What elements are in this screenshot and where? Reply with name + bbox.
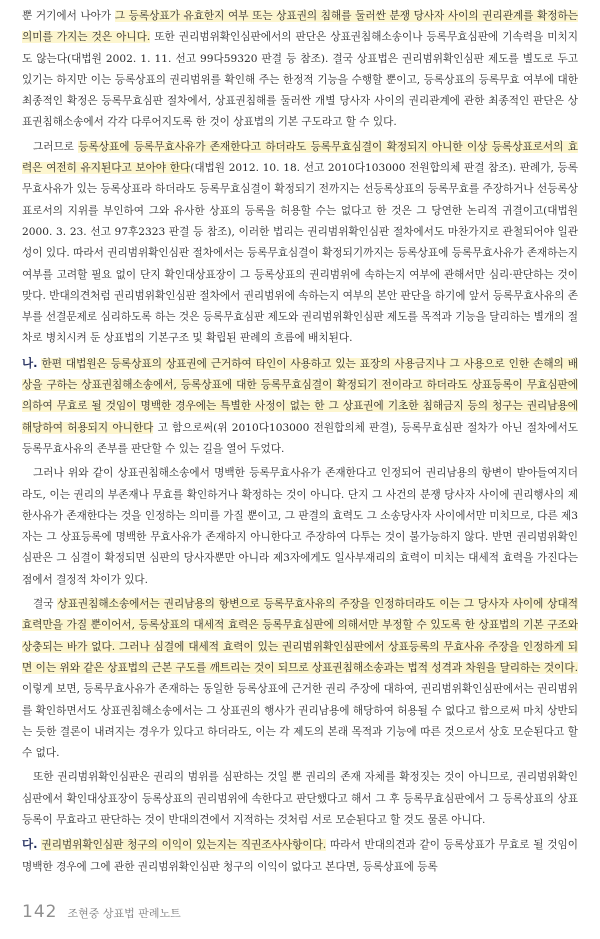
page-number: 142 — [22, 902, 58, 922]
highlighted-text: 그 등록상표가 유효한지 여부 또는 상표권의 침해를 둘러싼 분쟁 당사자 사이의 권리관계를 확정하는 의미를 가지는 것은 아니다. — [22, 10, 578, 44]
body-text: 결국 — [33, 598, 58, 611]
document-body — [22, 6, 578, 881]
body-text: 또한 권리범위확인심판에서의 판단은 상표권침해소송이나 등록무효심판에 기속력을 미치지도 않는다(대법원 2002. 1. 11. 선고 99다59320 판결 등 참조). 결국 상표법은 권리범위확인심판 제도를 별도로 두고 있기는 하지만 이는 등록상표의 권리범위를 확인해 주는 한정적 기능을 수행할 뿐이고, 등록상표의 등록무효 여부에 대한 최종적인 확정은 등록무효심판 절차에서, 상표권침해를 둘러싼 개별 당사자 사이의 권리관계에 관한 최종적인 판단은 상표권침해소송에서 각각 다루어지도록 한 것이 상표법의 기본 구도라고 할 수 있다. — [22, 31, 578, 129]
body-text: 그러므로 — [33, 140, 79, 153]
body-text: 뿐 거기에서 나아가 — [22, 10, 115, 22]
paragraph-3 — [22, 353, 578, 460]
paragraph-7 — [22, 834, 578, 878]
highlighted-text: 한편 대법원은 등록상표의 상표권에 근거하여 타인이 사용하고 있는 표장의 사용금지나 그 사용으로 인한 손해의 배상을 구하는 상표권침해소송에서, 등록상표에 대한 등록무효심결이 확정되기 전이라고 하더라도 상표등록이 무효심판에 의하여 무효로 될 것임이 명백한 경우에는 특별한 사정이 없는 한 그 상표권에 기초한 침해금지 등의 청구는 권리남용에 해당하여 허용되지 아니한다 — [22, 357, 578, 434]
body-text: (대법원 2012. 10. 18. 선고 2010다103000 전원합의체 판결 참조). 판례가, 등록무효사유가 있는 등록상표라 하더라도 등록무효심결이 확정되기 전까지는 선등록상표의 등록무효를 주장하거나 선등록상표로서의 지위를 부인하여 그와 유사한 상표의 등록을 허용할 수는 없다고 한 것은 그 당연한 논리적 귀결이고(대법원 2000. 3. 23. 선고 97후2323 판결 등 참조), 이러한 법리는 권리범위확인심판 절차에서도 마찬가지로 관철되어야 일관성이 있다. 따라서 권리범위확인심판 절차에서는 등록무효심결이 확정되기까지는 등록상표에 등록무효사유가 존재하는지 여부를 고려할 필요 없이 단지 확인대상표장이 그 등록상표의 권리범위에 속하는지 여부에 관해서만 심리·판단하는 것이 맞다. 반대의견처럼 권리범위확인심판 절차에서 권리범위에 속하는지 여부의 본안 판단을 하기에 앞서 등록무효사유의 존부를 선결문제로 심리하도록 하는 것은 등록무효심판 제도와 권리범위확인심판 제도를 목적과 기능을 달리하는 별개의 절차로 병치시켜 둔 상표법의 기본구조 및 확립된 판례의 흐름에 배치된다. — [22, 162, 578, 345]
page-footer — [22, 902, 181, 922]
section-marker: 나. — [22, 355, 38, 370]
paragraph-1 — [22, 6, 578, 134]
paragraph-4 — [22, 463, 578, 591]
body-text: 고 함으로써(위 2010다103000 전원합의체 판결), 등록무효심판 절차가 아닌 절차에서도 등록무효사유의 존부를 판단할 수 있는 길을 열어 두었다. — [22, 421, 578, 455]
paragraph-6 — [22, 767, 578, 831]
body-text: 또한 권리범위확인심판은 권리의 범위를 심판하는 것일 뿐 권리의 존재 자체를 확정짓는 것이 아니므로, 권리범위확인심판에서 확인대상표장이 등록상표의 권리범위에 속한다고 판단했다고 해서 그 후 등록무효심판에서 그 등록상표의 상표등록이 무효라고 판단하는 것이 반대의견에서 지적하는 것처럼 서로 모순된다고 할 것도 물론 아니다. — [22, 771, 578, 826]
body-text: 이렇게 보면, 등록무효사유가 존재하는 동일한 등록상표에 근거한 권리 주장에 대하여, 권리범위확인심판에서는 권리범위를 확인하면서도 상표권침해소송에서는 그 상표권의 행사가 권리남용에 해당하여 허용될 수 없다고 함으로써 마치 상반되는 듯한 결론이 내려지는 경우가 있다고 하더라도, 이는 각 제도의 본래 목적과 기능에 따른 것으로서 상호 모순된다고 할 수 없다. — [22, 683, 578, 760]
book-title: 조현중 상표법 판례노트 — [67, 907, 181, 920]
highlighted-text: 권리범위확인심판 청구의 이익이 있는지는 직권조사사항이다. — [41, 839, 327, 852]
paragraph-5 — [22, 594, 578, 764]
section-marker: 다. — [22, 837, 38, 852]
highlighted-text: 상표권침해소송에서는 권리남용의 항변으로 등록무효사유의 주장을 인정하더라도 이는 그 당사자 사이에 상대적 효력만을 가질 뿐이어서, 등록상표의 대세적 효력은 등록무효심판에 의해서만 부정할 수 있도록 한 상표법의 기본 구조와 상충되는 바가 없다. 그러나 심결에 대세적 효력이 있는 권리범위확인심판에서 상표등록의 무효사유 주장을 인정하게 되면 이는 위와 같은 상표법의 근본 구도를 깨트리는 것이 되므로 상표권침해소송과는 법적 성격과 차원을 달리하는 것이다. — [22, 598, 578, 674]
body-text: 그러나 위와 같이 상표권침해소송에서 명백한 등록무효사유가 존재한다고 인정되어 권리남용의 항변이 받아들여지더라도, 이는 권리의 부존재나 무효를 확인하거나 확정하는 것이 아니다. 단지 그 사건의 분쟁 당사자 사이에 권리행사의 제한사유가 존재한다는 것을 인정하는 의미를 가질 뿐이고, 그 판결의 효력도 그 소송당사자 사이에서만 미치므로, 다른 제3자는 그 상표등록에 명백한 무효사유가 존재하지 아니한다고 주장하여 다투는 것이 불가능하지 않다. 반면 권리범위확인심판은 그 심결이 확정되면 심판의 당사자뿐만 아니라 제3자에게도 일사부재리의 효력이 미치는 대세적 효력을 가진다는 점에서 결정적 차이가 있다. — [22, 467, 578, 586]
body-text: 따라서 반대의견과 같이 등록상표가 무효로 될 것임이 명백한 경우에 그에 관한 권리범위확인심판 청구의 이익이 없다고 본다면, 등록상표에 등록 — [22, 839, 578, 873]
highlighted-text: 등록상표에 등록무효사유가 존재한다고 하더라도 등록무효심결이 확정되지 아니한 이상 등록상표로서의 효력은 여전히 유지된다고 보아야 한다 — [22, 140, 578, 175]
paragraph-2 — [22, 137, 578, 350]
